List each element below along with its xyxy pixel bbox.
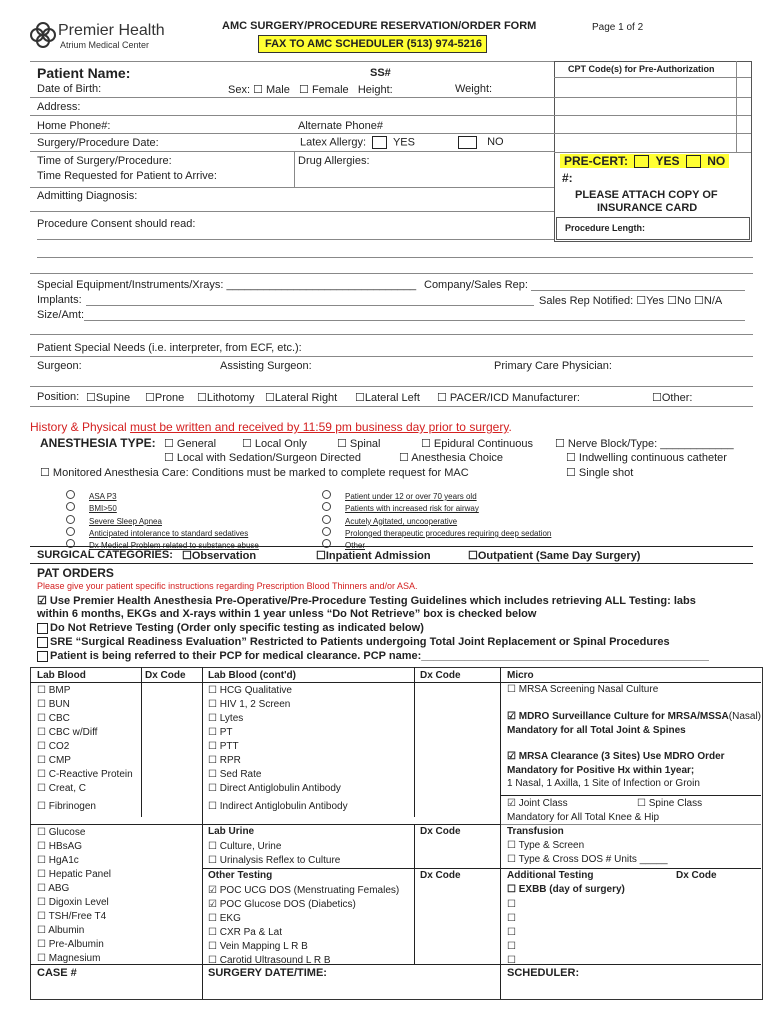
anesthesia-general[interactable]: ☐ General (164, 438, 217, 450)
test-item-cxr[interactable]: ☐ CXR Pa & Lat (208, 927, 282, 938)
drug-allergies-label: Drug Allergies: (298, 155, 370, 167)
do-not-retrieve-option[interactable]: Do Not Retrieve Testing (Order only specific testing as indicated below) (37, 622, 424, 634)
position-supine[interactable]: ☐Supine (86, 392, 131, 404)
radio-icon[interactable] (66, 502, 75, 511)
surgery-datetime-label: SURGERY DATE/TIME: (208, 967, 327, 979)
surgery-date-label: Surgery/Procedure Date: (37, 137, 159, 149)
joint-mandatory-note: Mandatory for All Total Knee & Hip (507, 812, 660, 823)
lab-item-digoxin[interactable]: ☐ Digoxin Level (37, 897, 109, 908)
mac-condition[interactable]: BMI>50 (66, 502, 259, 514)
blank-checkbox[interactable]: ☐ (507, 927, 516, 938)
mrsa-sites-note: 1 Nasal, 1 Axilla, 1 Site of Infection or Groin (507, 778, 700, 789)
latex-allergy-field[interactable] (300, 136, 415, 149)
lab-item-ptt[interactable]: ☐ PTT (208, 741, 239, 752)
position-lithotomy[interactable]: ☐Lithotomy (197, 392, 255, 404)
lab-item-crp[interactable]: ☐ C-Reactive Protein (37, 769, 133, 780)
height-label: Height: (357, 84, 393, 96)
procedure-length-label: Procedure Length: (565, 223, 646, 233)
lab-item-fibrinogen[interactable]: ☐ Fibrinogen (37, 801, 96, 812)
page-number: Page 1 of 2 (592, 22, 644, 33)
latex-no-checkbox[interactable] (458, 136, 477, 149)
anesthesia-mac[interactable]: ☐ Monitored Anesthesia Care: Conditions must be marked to complete request for MAC (40, 467, 469, 479)
mac-condition[interactable]: Anticipated intolerance to standard sedatives (66, 527, 259, 539)
lab-item-pt[interactable]: ☐ PT (208, 727, 233, 738)
additional-blanks (507, 898, 516, 968)
blank-checkbox[interactable]: ☐ (507, 899, 516, 910)
precert-field[interactable] (560, 154, 729, 168)
col-lab-cont-header: Lab Blood (cont'd) (208, 670, 296, 681)
joint-class[interactable]: ☑ Joint Class (507, 798, 568, 809)
alt-phone-label: Alternate Phone# (298, 120, 384, 132)
case-number-label: CASE # (37, 967, 77, 979)
latex-label: Latex Allergy: (300, 136, 367, 149)
lab-item-bun[interactable]: ☐ BUN (37, 699, 70, 710)
lab-item-magnesium[interactable]: ☐ Magnesium (37, 953, 101, 964)
lab-item-abg[interactable]: ☐ ABG (37, 883, 70, 894)
mrsa-clearance[interactable]: ☑ MRSA Clearance (3 Sites) Use MDRO Order (507, 751, 725, 762)
pcp-label: Primary Care Physician: (494, 360, 612, 372)
other-testing-header: Other Testing (208, 870, 273, 881)
anesthesia-local-sedation[interactable]: ☐ Local with Sedation/Surgeon Directed (164, 452, 361, 464)
size-label: Size/Amt: (37, 309, 85, 321)
position-label: Position: (37, 391, 80, 403)
mac-condition[interactable]: Patient under 12 or over 70 years old (322, 490, 551, 502)
lab-item-direct-antiglobulin[interactable]: ☐ Direct Antiglobulin Antibody (208, 783, 341, 794)
additional-dx-code-header: Dx Code (676, 870, 717, 881)
lab-item-hepatic[interactable]: ☐ Hepatic Panel (37, 869, 112, 880)
mac-condition[interactable]: Acutely Agitated, uncooperative (322, 515, 551, 527)
spine-class[interactable]: ☐ Spine Class (637, 798, 703, 809)
lab-item-cbc-diff[interactable]: ☐ CBC w/Diff (37, 727, 98, 738)
blank-checkbox[interactable]: ☐ (507, 955, 516, 966)
test-item-carotid[interactable]: ☐ Carotid Ultrasound L R B (208, 955, 331, 966)
pcp-referral-option[interactable]: Patient is being referred to their PCP for medical clearance. PCP name:_______________________________________________ (37, 650, 709, 662)
cpt-label: CPT Code(s) for Pre-Authorization (568, 64, 715, 74)
lab-urine-header: Lab Urine (208, 826, 255, 837)
precert-yes-label: YES (655, 154, 680, 168)
sre-option[interactable]: SRE “Surgical Readiness Evaluation” Restricted to Patients undergoing Total Joint Replacement or Spinal Procedures (37, 636, 670, 648)
lab-item-glucose[interactable]: ☐ Glucose (37, 827, 86, 838)
radio-icon[interactable] (322, 502, 331, 511)
lab-item-cmp[interactable]: ☐ CMP (37, 755, 71, 766)
test-item-ekg[interactable]: ☐ EKG (208, 913, 241, 924)
lab-urine-list (208, 840, 340, 868)
precert-number-label: #: (562, 171, 573, 185)
fax-banner: FAX TO AMC SCHEDULER (513) 974-5216 (258, 35, 487, 53)
lab-item-hga1c[interactable]: ☐ HgA1c (37, 855, 79, 866)
mac-condition[interactable]: Patients with increased risk for airway (322, 502, 551, 514)
precert-label: PRE-CERT: (564, 154, 629, 168)
transfusion-header: Transfusion (507, 826, 564, 837)
anesthesia-epidural[interactable]: ☐ Epidural Continuous (421, 438, 533, 450)
female-label: Female (311, 84, 349, 96)
test-item-ucg[interactable]: ☑ POC UCG DOS (Menstruating Females) (208, 885, 400, 896)
home-phone-label: Home Phone#: (37, 120, 111, 132)
assisting-surgeon-label: Assisting Surgeon: (220, 360, 312, 372)
lab-blood-list (37, 684, 133, 814)
anesthesia-single-shot[interactable]: ☐ Single shot (566, 467, 634, 479)
anesthesia-spinal[interactable]: ☐ Spinal (337, 438, 381, 450)
blood-thinner-note: Please give your patient specific instructions regarding Prescription Blood Thinners and/or ASA. (37, 581, 418, 591)
lab-item-cbc[interactable]: ☐ CBC (37, 713, 70, 724)
male-label: Male (266, 84, 290, 96)
blank-checkbox[interactable]: ☐ (507, 941, 516, 952)
test-item-glucose-poc[interactable]: ☑ POC Glucose DOS (Diabetics) (208, 899, 356, 910)
type-cross[interactable]: ☐ Type & Cross DOS # Units _____ (507, 854, 668, 865)
pat-guidelines-line1[interactable]: ☑ Use Premier Health Anesthesia Pre-Operative/Pre-Procedure Testing Guidelines which includes retrieving ALL Testing: labs (37, 595, 696, 607)
pat-orders-title: PAT ORDERS (37, 566, 114, 580)
logo-sub: Atrium Medical Center (60, 40, 150, 50)
special-needs-label: Patient Special Needs (i.e. interpreter, from ECF, etc.): (37, 342, 302, 354)
lab-blood-list-2 (37, 826, 111, 966)
weight-label: Weight: (455, 83, 493, 95)
anesthesia-choice[interactable]: ☐ Anesthesia Choice (399, 452, 504, 464)
radio-icon[interactable] (322, 527, 331, 536)
address-label: Address: (37, 101, 81, 113)
col-dx-code-header: Dx Code (145, 670, 186, 681)
latex-yes-checkbox[interactable] (372, 136, 387, 149)
lab-item-lytes[interactable]: ☐ Lytes (208, 713, 244, 724)
anesthesia-type-label: ANESTHESIA TYPE: (40, 436, 156, 450)
latex-no-label: NO (487, 136, 504, 149)
radio-icon[interactable] (66, 527, 75, 536)
type-screen[interactable]: ☐ Type & Screen (507, 840, 585, 851)
urine-dx-code-header: Dx Code (420, 826, 461, 837)
logo-cross-icon (30, 22, 56, 48)
patient-name-label: Patient Name: (37, 65, 131, 81)
test-item-vein-mapping[interactable]: ☐ Vein Mapping L R B (208, 941, 308, 952)
mac-condition[interactable]: Severe Sleep Apnea (66, 515, 259, 527)
category-outpatient[interactable]: ☐Outpatient (Same Day Surgery) (468, 550, 641, 562)
lab-item-hiv[interactable]: ☐ HIV 1, 2 Screen (208, 699, 291, 710)
exbb-option[interactable]: ☐ EXBB (day of surgery) (507, 884, 625, 895)
mac-condition[interactable]: Prolonged therapeutic procedures requiring deep sedation (322, 527, 551, 539)
time-surgery-label: Time of Surgery/Procedure: (37, 155, 172, 167)
position-prone[interactable]: ☐Prone (145, 392, 185, 404)
mac-conditions-right (322, 490, 551, 551)
form-title: AMC SURGERY/PROCEDURE RESERVATION/ORDER FORM (222, 20, 537, 32)
category-inpatient[interactable]: ☐Inpatient Admission (316, 550, 431, 562)
dob-label: Date of Birth: (37, 83, 102, 95)
anesthesia-local-only[interactable]: ☐ Local Only (242, 438, 307, 450)
male-checkbox[interactable]: ☐ (253, 84, 263, 96)
hp-notice: History & Physical must be written and received by 11:59 pm business day prior to surgery. (30, 420, 512, 434)
insurance-label: INSURANCE CARD (597, 202, 698, 214)
mrsa-screening[interactable]: ☐ MRSA Screening Nasal Culture (507, 684, 659, 695)
surgical-categories-label: SURGICAL CATEGORIES: (37, 549, 173, 561)
sex-label: Sex: (228, 84, 251, 96)
female-checkbox[interactable]: ☐ (299, 84, 309, 96)
lab-item-bmp[interactable]: ☐ BMP (37, 685, 71, 696)
radio-icon[interactable] (322, 515, 331, 524)
company-rep-label: Company/Sales Rep: (424, 279, 528, 291)
lab-item-urine-culture[interactable]: ☐ Culture, Urine (208, 841, 282, 852)
precert-yes-checkbox[interactable] (634, 155, 649, 168)
special-equipment-label: Special Equipment/Instruments/Xrays: _______________________________ (37, 279, 417, 291)
lab-item-urinalysis[interactable]: ☐ Urinalysis Reflex to Culture (208, 855, 341, 866)
blank-checkbox[interactable]: ☐ (507, 913, 516, 924)
implants-label: Implants: (37, 294, 82, 306)
lab-item-hbsag[interactable]: ☐ HBsAG (37, 841, 83, 852)
mdro-surveillance[interactable]: ☑ MDRO Surveillance Culture for MRSA/MSSA(Nasal) (507, 711, 762, 722)
lab-item-albumin[interactable]: ☐ Albumin (37, 925, 85, 936)
anesthesia-nerve-block[interactable]: ☐ Nerve Block/Type: ____________ (555, 438, 734, 450)
precert-no-checkbox[interactable] (686, 155, 701, 168)
lab-item-hcg[interactable]: ☐ HCG Qualitative (208, 685, 292, 696)
position-other[interactable]: ☐Other: (652, 392, 693, 404)
lab-item-co2[interactable]: ☐ CO2 (37, 741, 70, 752)
position-pacer[interactable]: ☐ PACER/ICD Manufacturer: (437, 392, 580, 404)
latex-no-field[interactable] (455, 136, 504, 149)
surgeon-label: Surgeon: (37, 360, 82, 372)
attach-label: PLEASE ATTACH COPY OF (575, 189, 718, 201)
lab-item-tsh[interactable]: ☐ TSH/Free T4 (37, 911, 107, 922)
anesthesia-indwelling[interactable]: ☐ Indwelling continuous catheter (566, 452, 727, 464)
lab-item-sed-rate[interactable]: ☐ Sed Rate (208, 769, 262, 780)
category-observation[interactable]: ☐Observation (182, 550, 257, 562)
col-micro-header: Micro (507, 670, 534, 681)
admitting-diagnosis-label: Admitting Diagnosis: (37, 190, 138, 202)
sex-field[interactable] (228, 83, 393, 96)
mrsa-positive-note: Mandatory for Positive Hx within 1year; (507, 765, 695, 776)
additional-testing-header: Additional Testing (507, 870, 594, 881)
pat-guidelines-line2: within 6 months, EKGs and X-rays within 1 year unless “Do Not Retrieve” box is checked below (37, 608, 537, 620)
lab-item-rpr[interactable]: ☐ RPR (208, 755, 241, 766)
radio-icon[interactable] (66, 515, 75, 524)
ss-label: SS# (370, 67, 391, 79)
radio-icon[interactable] (66, 490, 75, 499)
latex-yes-label: YES (392, 136, 415, 149)
other-dx-code-header: Dx Code (420, 870, 461, 881)
lab-item-creat[interactable]: ☐ Creat, C (37, 783, 86, 794)
time-arrive-label: Time Requested for Patient to Arrive: (37, 170, 217, 182)
sales-notified-field[interactable]: Sales Rep Notified: ☐Yes ☐No ☐N/A (539, 295, 723, 307)
position-lateral-right[interactable]: ☐Lateral Right (265, 392, 338, 404)
consent-label: Procedure Consent should read: (37, 218, 196, 230)
other-testing-list (208, 884, 399, 968)
lab-item-prealbumin[interactable]: ☐ Pre-Albumin (37, 939, 104, 950)
position-lateral-left[interactable]: ☐Lateral Left (355, 392, 420, 404)
logo-brand: Premier Health (58, 22, 165, 39)
lab-item-indirect-antiglobulin[interactable]: ☐ Indirect Antiglobulin Antibody (208, 801, 348, 812)
col-dx-code-header: Dx Code (420, 670, 461, 681)
mdro-mandatory-note: Mandatory for all Total Joint & Spines (507, 725, 686, 736)
radio-icon[interactable] (322, 490, 331, 499)
mac-condition[interactable]: ASA P3 (66, 490, 259, 502)
col-lab-blood-header: Lab Blood (37, 670, 86, 681)
precert-no-label: NO (707, 154, 726, 168)
lab-blood-cont-list (208, 684, 348, 814)
mac-conditions-left (66, 490, 259, 551)
scheduler-label: SCHEDULER: (507, 967, 580, 979)
